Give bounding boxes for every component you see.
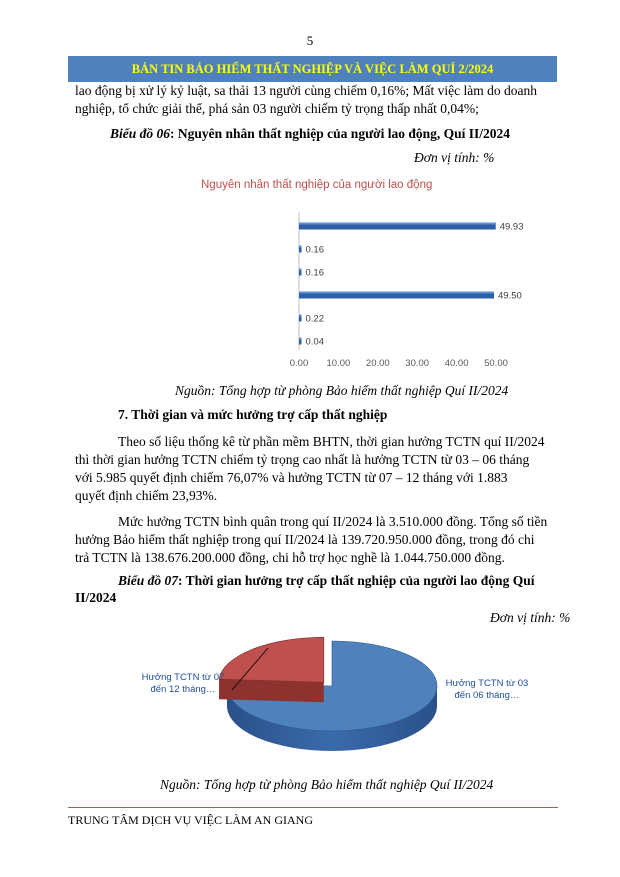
intro-line-1: lao động bị xử lý kỷ luật, sa thải 13 người cùng chiếm 0,16%; Mất việc làm do doanh xyxy=(75,83,537,98)
bar-tick-label: 0.00 xyxy=(289,358,309,369)
bar-tick-label: 50.00 xyxy=(484,358,508,369)
pie-label-03-06-line-1: Hưởng TCTN từ 03 xyxy=(445,678,529,689)
chart1-unit: Đơn vị tính: % xyxy=(414,150,495,165)
pie-label-07-12-line-2: đến 12 tháng… xyxy=(150,684,216,695)
bar-value-label: 0.04 xyxy=(305,336,324,348)
pie-label-03-06 xyxy=(432,678,542,702)
chart1-source: Nguồn: Tổng hợp từ phòng Bảo hiểm thất nghiệp Quí II/2024 xyxy=(175,383,509,398)
para1-line-1: Theo số liệu thống kê từ phần mềm BHTN, thời gian hưởng TCTN quí II/2024 xyxy=(118,434,545,449)
chart2-caption-prefix: Biểu đồ 07 xyxy=(118,573,179,588)
bar-tick-label: 10.00 xyxy=(326,358,351,369)
para2-line-3: trả TCTN là 138.676.200.000 đồng, chi hỗ trợ học nghề là 1.044.750.000 đồng. xyxy=(75,550,505,565)
para1-line-4: quyết định chiếm 23,93%. xyxy=(75,488,218,503)
page-number: 5 xyxy=(306,33,314,48)
footer-text: TRUNG TÂM DỊCH VỤ VIỆC LÀM AN GIANG xyxy=(68,813,314,827)
bar-value-label: 0.16 xyxy=(305,244,324,256)
para2-line-1: Mức hưởng TCTN bình quân trong quí II/2024 là 3.510.000 đồng. Tổng số tiền xyxy=(118,514,548,529)
bar-value-label: 49.93 xyxy=(499,221,524,233)
pie-label-07-12 xyxy=(128,672,238,696)
bar-tick-label: 40.00 xyxy=(444,358,469,369)
chart1-title: Nguyên nhân thất nghiệp của người lao động xyxy=(201,179,433,191)
bar-value-label: 0.22 xyxy=(305,313,324,325)
bar-value-label: 0.16 xyxy=(305,267,324,279)
section-heading: 7. Thời gian và mức hưởng trợ cấp thất nghiệp xyxy=(118,407,388,422)
para2-line-2: hưởng Bảo hiểm thất nghiệp trong quí II/2024 là 139.720.950.000 đồng, trong đó chi xyxy=(75,532,535,547)
pie-label-03-06-line-2: đến 06 tháng… xyxy=(454,690,520,701)
chart2-caption-line-2: II/2024 xyxy=(75,590,117,605)
bar-tick-label: 30.00 xyxy=(405,358,430,369)
chart2-unit: Đơn vị tính: % xyxy=(490,610,571,625)
chart2-caption-line-1: : Thời gian hưởng trợ cấp thất nghiệp của người lao động Quí xyxy=(178,573,535,588)
para1-line-3: với 5.985 quyết định chiếm 76,07% và hưởng TCTN từ 07 – 12 tháng với 1.883 xyxy=(75,470,508,485)
intro-line-2: nghiệp, tổ chức giải thể, phá sản 03 người chiếm tỷ trọng thấp nhất 0,04%; xyxy=(75,101,479,116)
bar-value-label: 49.50 xyxy=(498,290,522,302)
newsletter-banner: BẢN TIN BẢO HIỂM THẤT NGHIỆP VÀ VIỆC LÀM QUÍ 2/2024 xyxy=(68,56,557,82)
chart2-source: Nguồn: Tổng hợp từ phòng Bảo hiểm thất nghiệp Quí II/2024 xyxy=(160,777,494,792)
pie-label-07-12-line-1: Hưởng TCTN từ 07 xyxy=(141,672,225,683)
footer-divider xyxy=(68,807,558,808)
chart1-caption-prefix: Biểu đồ 06 xyxy=(110,126,171,141)
para1-line-2: thì thời gian hưởng TCTN chiếm tỷ trọng cao nhất là hưởng TCTN từ 03 – 06 tháng xyxy=(75,452,530,467)
chart1-caption-text: : Nguyên nhân thất nghiệp của người lao động, Quí II/2024 xyxy=(170,126,511,141)
bar-tick-label: 20.00 xyxy=(365,358,390,369)
